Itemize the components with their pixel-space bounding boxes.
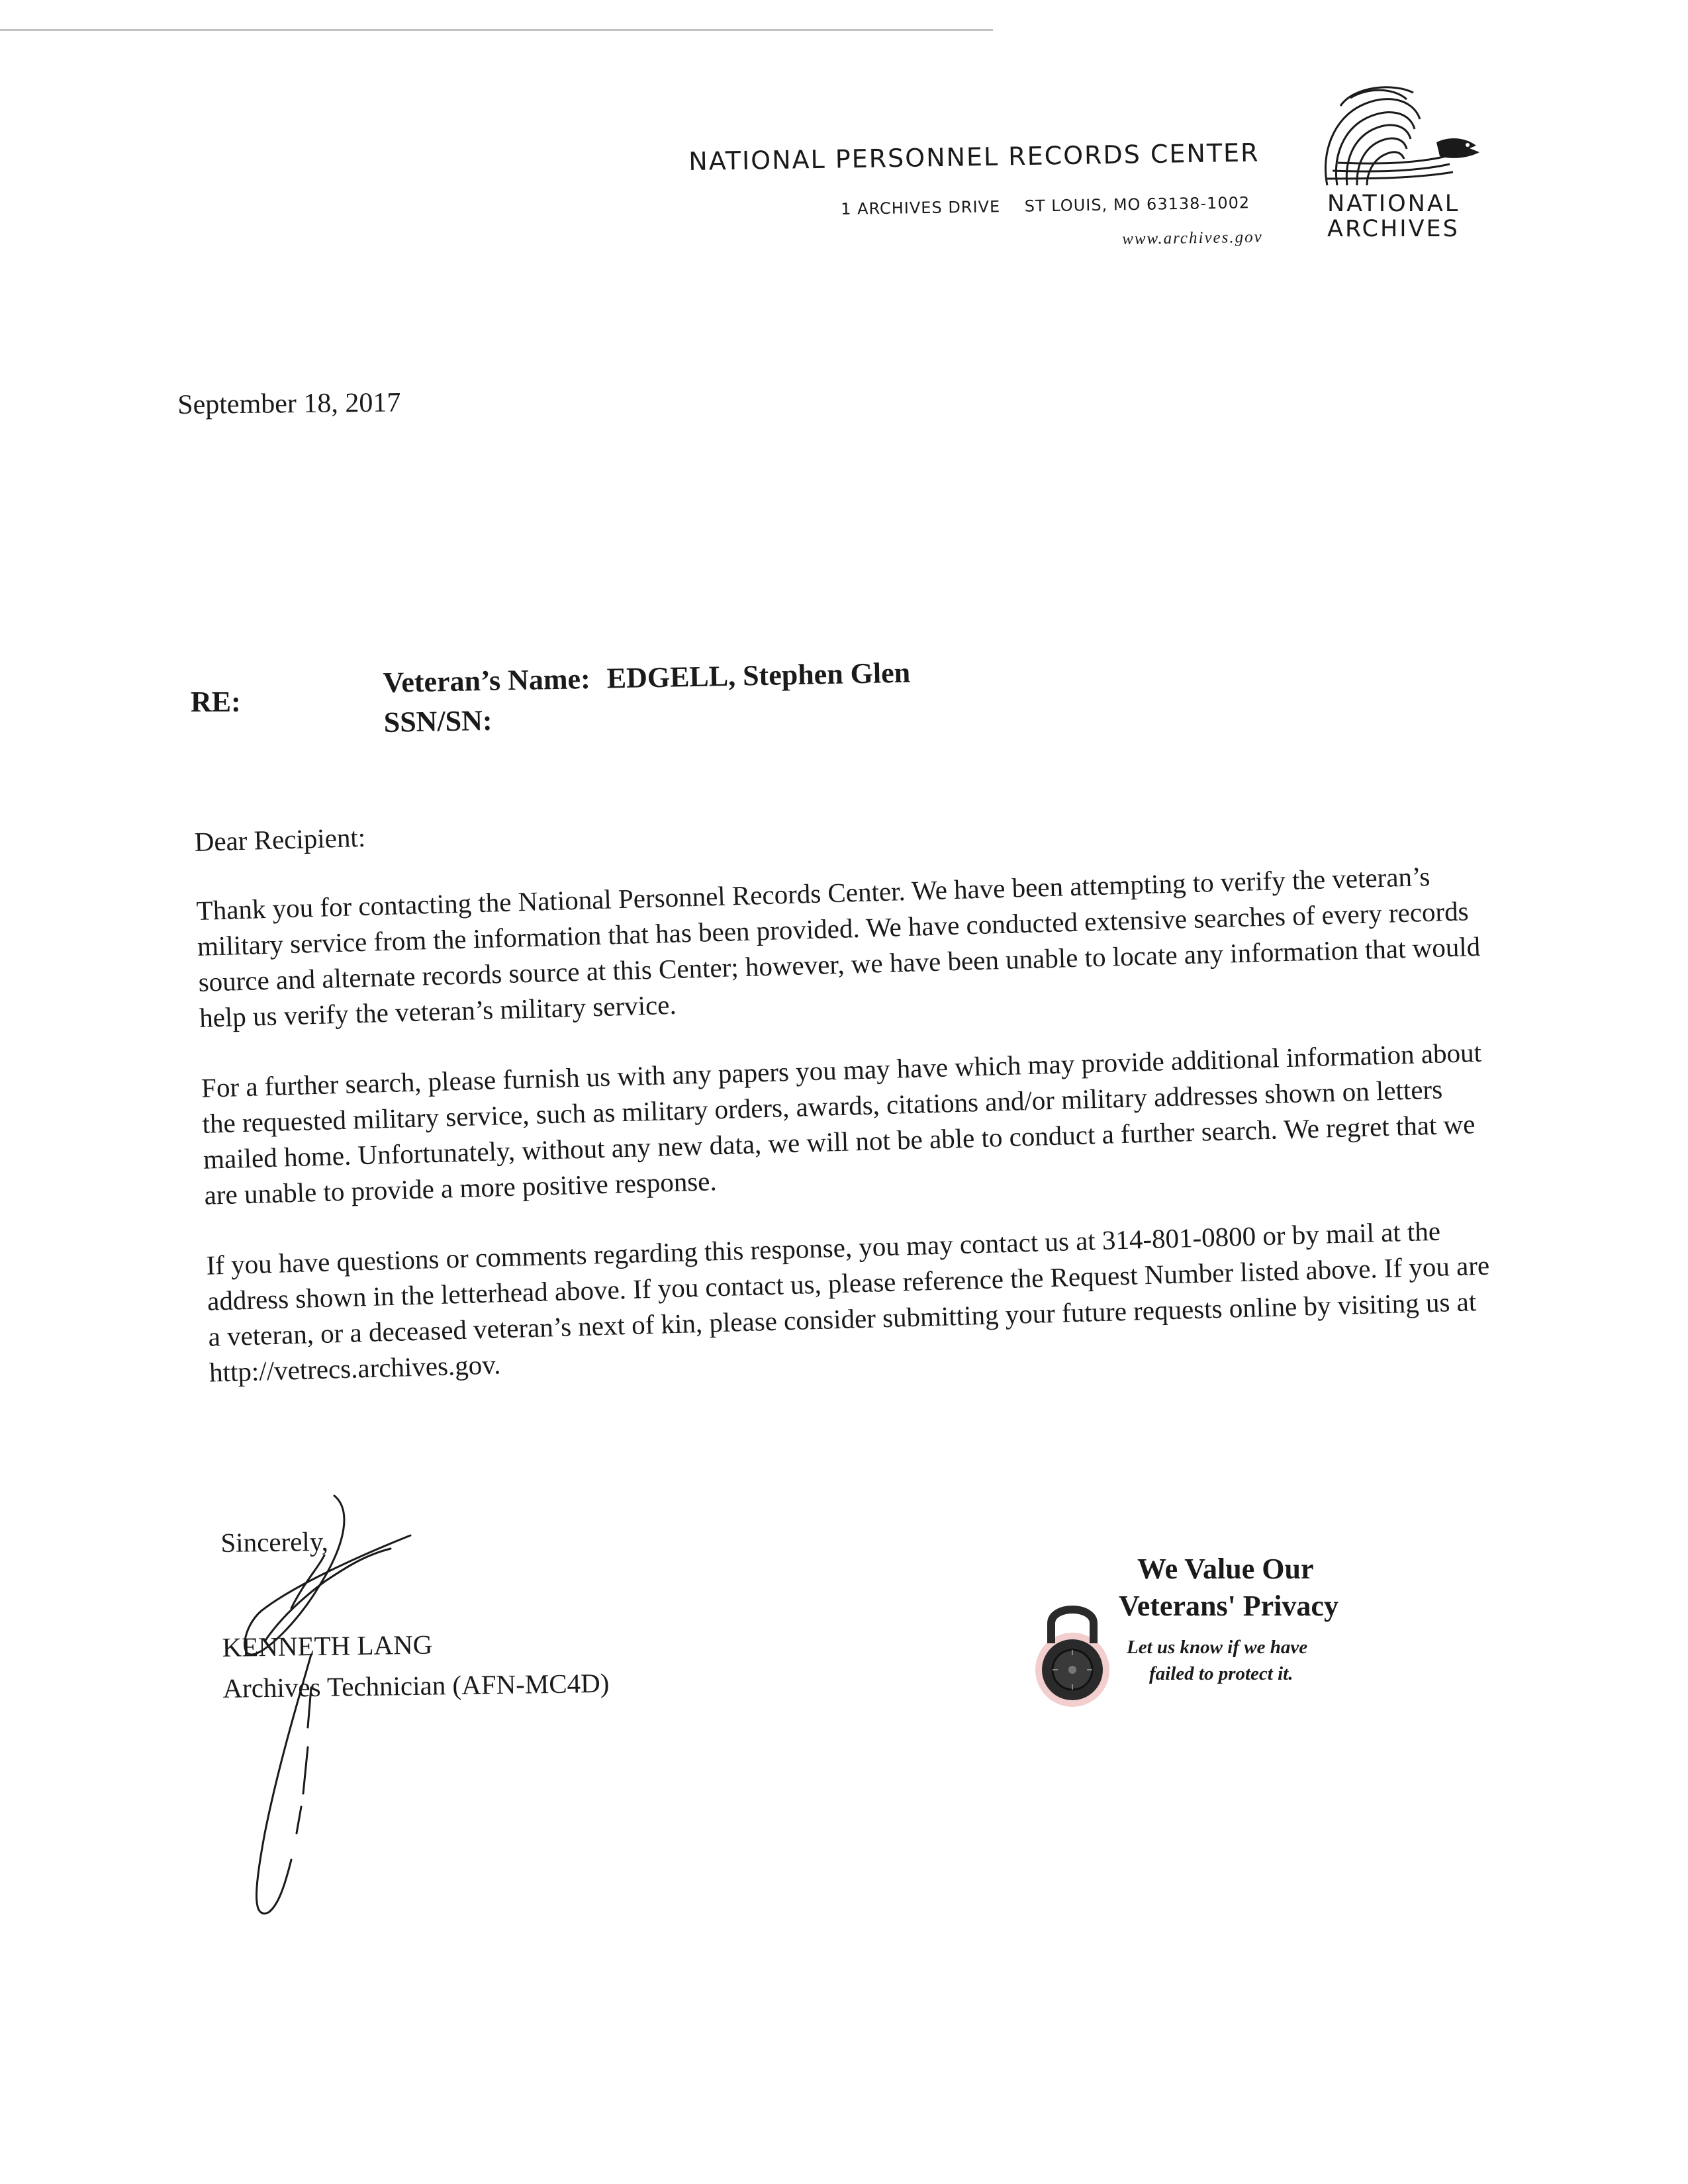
scan-edge-line	[0, 29, 993, 31]
logo-text-national: NATIONAL	[1327, 191, 1460, 217]
privacy-subline-1: Let us know if we have	[1127, 1637, 1308, 1658]
valediction: Sincerely,	[220, 1525, 329, 1558]
letterhead-address	[841, 193, 1268, 218]
letterhead-website: www.archives.gov	[1122, 228, 1263, 248]
privacy-headline-1: We Value Our	[1137, 1553, 1314, 1585]
paragraph-2: For a further search, please furnish us with any papers you may have which may provide additional information about the requested military service, such as military orders, awards, citations and/or military addresses shown on letters mailed home. Unfortunately, without any new data, we will not be able to conduct a further search. We regret that we are unable to provide a more positive response.	[201, 1036, 1482, 1210]
ssn-label: SSN/SN:	[383, 704, 493, 739]
handwritten-signature-icon	[192, 1489, 457, 1939]
letter-body	[194, 788, 1495, 1425]
signer-name: KENNETH LANG	[222, 1629, 433, 1662]
privacy-badge	[1033, 1552, 1403, 1724]
privacy-subline-2: failed to protect it.	[1149, 1663, 1293, 1684]
re-block	[383, 653, 912, 743]
re-label: RE:	[191, 686, 241, 718]
paragraph-3: If you have questions or comments regarding this response, you may contact us at 314-801-0800 or by mail at the address shown in the letterhead above. If you contact us, please reference the Request Number listed above. If you are a veteran, or a deceased veteran’s next of kin, please consider submitting your future requests online by visiting us at http://vetrecs.archives.gov.	[205, 1215, 1490, 1388]
padlock-icon	[1033, 1592, 1112, 1711]
letterhead-street: 1 ARCHIVES DRIVE	[841, 197, 1001, 218]
paragraph-1: Thank you for contacting the National Personnel Records Center. We have been attempting to verify the veteran’s military service from the information that has been provided. We have conducted extensive searches of every records source and alternate records source at this Center; however, we have been unable to locate any information that would help us verify the veteran’s military service.	[196, 860, 1481, 1033]
salutation: Dear Recipient:	[194, 821, 366, 857]
veteran-name-label: Veteran’s Name:	[383, 662, 591, 699]
letterhead-org-name: NATIONAL PERSONNEL RECORDS CENTER	[688, 138, 1260, 176]
letter-date: September 18, 2017	[177, 387, 401, 420]
signer-title: Archives Technician (AFN-MC4D)	[222, 1667, 610, 1704]
letterhead-city: ST LOUIS, MO 63138-1002	[1024, 193, 1250, 216]
logo-text-archives: ARCHIVES	[1327, 216, 1460, 242]
veteran-name-value: EDGELL, Stephen Glen	[606, 656, 911, 695]
privacy-headline-2: Veterans' Privacy	[1119, 1590, 1338, 1622]
